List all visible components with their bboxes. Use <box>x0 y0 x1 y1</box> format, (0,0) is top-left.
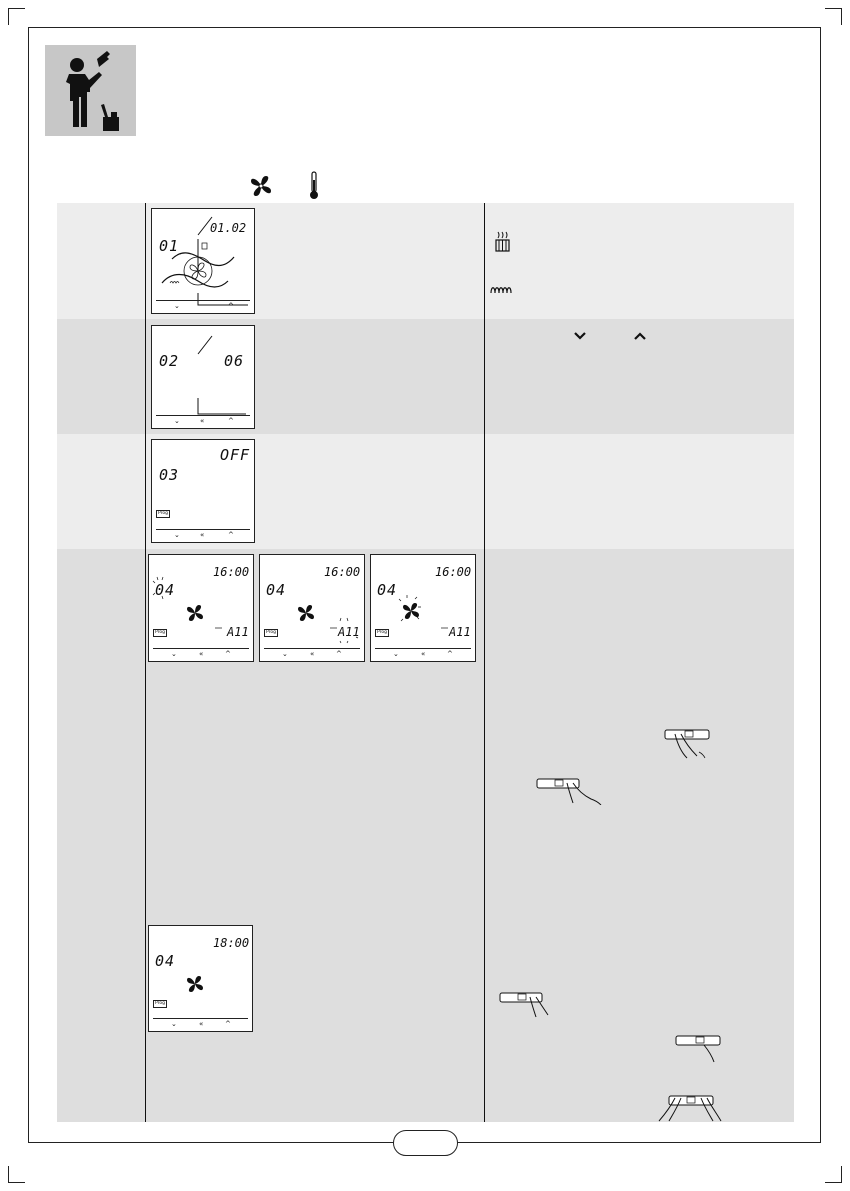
back-button[interactable]: « <box>199 650 204 658</box>
up-button[interactable]: ^ <box>228 417 234 425</box>
technician-box <box>45 45 136 136</box>
radiator-icon <box>495 230 511 252</box>
time-value: 16:00 <box>435 565 472 579</box>
column-divider-1 <box>145 203 146 1122</box>
lcd-screen-04b <box>259 554 365 662</box>
lcd-screen-01 <box>151 208 255 314</box>
header-icons <box>247 172 327 202</box>
param-number: 01 <box>159 237 180 255</box>
finger-press-icon <box>498 991 550 1019</box>
lcd-screen-04a <box>148 554 254 662</box>
heating-coil-icon <box>490 285 512 295</box>
chevron-up-icon <box>633 331 647 341</box>
finger-press-icon <box>663 728 713 760</box>
time-value: 18:00 <box>213 936 250 950</box>
finger-press-icon <box>674 1034 724 1064</box>
column-divider-2 <box>484 203 485 1122</box>
back-button[interactable]: « <box>200 531 205 539</box>
back-button[interactable]: « <box>421 650 426 658</box>
param-number: 02 <box>159 352 180 370</box>
zone-value: A11 <box>227 625 249 639</box>
back-button[interactable]: « <box>199 1020 204 1028</box>
parameter-table <box>57 203 794 1122</box>
chevron-down-icon <box>573 331 587 341</box>
up-button[interactable]: ^ <box>336 650 342 658</box>
param-value: 01.02 <box>210 221 247 235</box>
prog-indicator: Prog <box>155 630 165 635</box>
finger-press-icon <box>657 1094 723 1122</box>
button-bar <box>264 648 360 649</box>
time-value: 16:00 <box>324 565 361 579</box>
crop-mark-bottom-right <box>825 1166 842 1183</box>
param-number: 04 <box>155 581 176 599</box>
down-button[interactable]: ⌄ <box>282 650 288 658</box>
lcd-screen-04d <box>148 925 253 1032</box>
button-bar <box>375 648 471 649</box>
down-button[interactable]: ⌄ <box>174 417 180 425</box>
prog-indicator: Prog <box>155 1001 165 1006</box>
button-bar <box>153 1018 248 1019</box>
param-number: 03 <box>159 466 180 484</box>
lcd-screen-02 <box>151 325 255 429</box>
fan-glyph <box>371 555 477 663</box>
param-number: 04 <box>155 952 176 970</box>
finger-press-icon <box>535 777 605 805</box>
thermometer-icon <box>307 170 321 200</box>
zone-value: A11 <box>449 625 471 639</box>
down-button[interactable]: ⌄ <box>393 650 399 658</box>
down-button[interactable]: ⌄ <box>174 302 180 310</box>
up-button[interactable]: ^ <box>228 302 234 310</box>
down-button[interactable]: ⌄ <box>174 531 180 539</box>
param-number: 04 <box>377 581 398 599</box>
fan-glyph <box>149 926 254 1033</box>
prog-indicator: Prog <box>158 511 168 516</box>
button-bar <box>156 529 250 530</box>
crop-mark-top-left <box>8 8 25 25</box>
back-button[interactable]: « <box>200 417 205 425</box>
back-button[interactable]: « <box>310 650 315 658</box>
param-value: OFF <box>220 446 251 464</box>
down-button[interactable]: ⌄ <box>171 1020 177 1028</box>
fan-glyph <box>149 555 255 663</box>
fan-icon <box>247 172 275 200</box>
crop-mark-top-right <box>825 8 842 25</box>
technician-with-wrench-icon <box>45 45 136 136</box>
param-value: 06 <box>224 352 245 370</box>
lcd-screen-04c <box>370 554 476 662</box>
crop-mark-bottom-left <box>8 1166 25 1183</box>
up-button[interactable]: ^ <box>225 1020 231 1028</box>
button-bar <box>156 415 250 416</box>
prog-indicator: Prog <box>266 630 276 635</box>
prog-indicator: Prog <box>377 630 387 635</box>
up-button[interactable]: ^ <box>447 650 453 658</box>
lcd-screen-03 <box>151 439 255 543</box>
fan-glyph <box>260 555 366 663</box>
up-button[interactable]: ^ <box>225 650 231 658</box>
page-number-box <box>393 1130 458 1156</box>
down-button[interactable]: ⌄ <box>171 650 177 658</box>
button-bar <box>153 648 249 649</box>
time-value: 16:00 <box>213 565 250 579</box>
button-bar <box>156 300 250 301</box>
param-number: 04 <box>266 581 287 599</box>
up-button[interactable]: ^ <box>228 531 234 539</box>
zone-value: A11 <box>338 625 360 639</box>
